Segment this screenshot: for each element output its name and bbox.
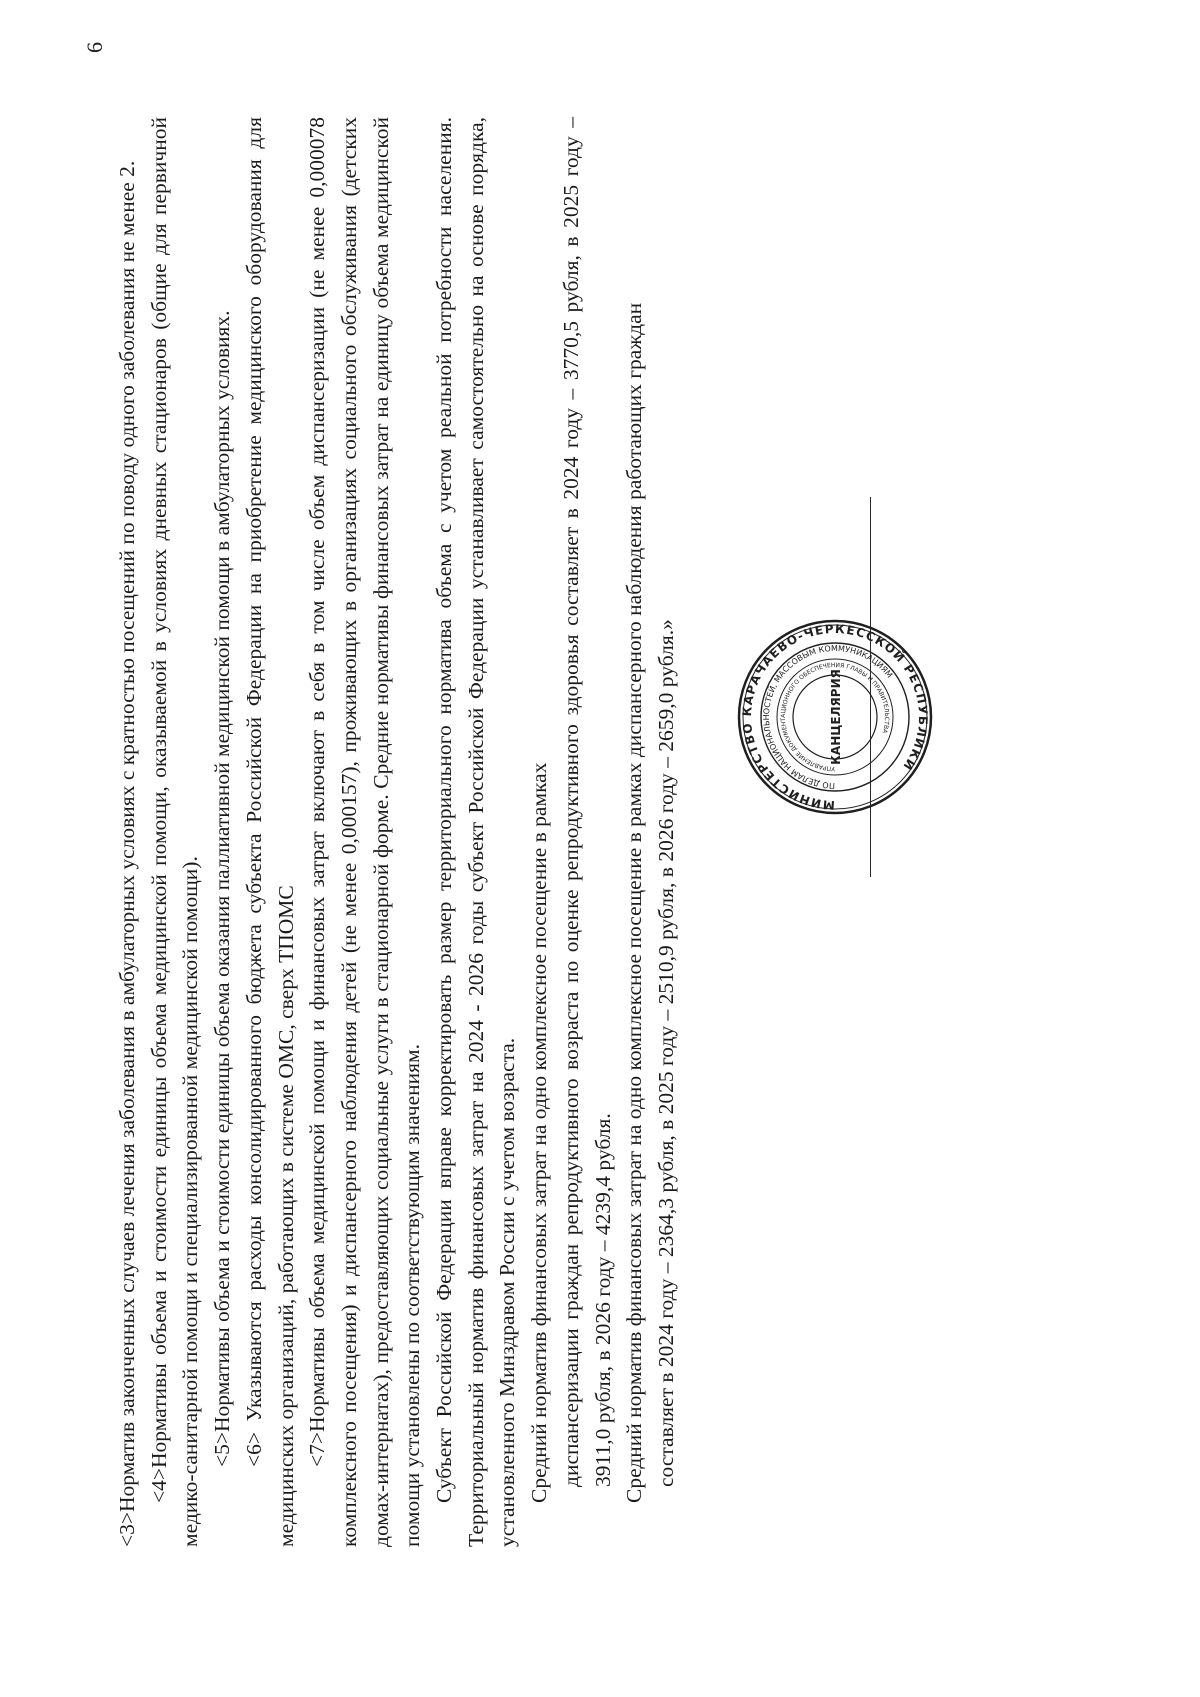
footnote-5: <5>Нормативы объема и стоимости единицы объема оказания паллиативной медицинской помощи в амбулаторных условиях. [210, 310, 235, 1467]
paragraph-avg-norm-1-values: диспансеризации граждан репродуктивного возраста по оценке репродуктивного здоровья составляет в 2024 году – 3770,5 рубля, в 2025 году – 3911,0 рубля, в 2026 году – 4239,4 рубля. [558, 117, 615, 1487]
page-number: 6 [82, 42, 107, 53]
seal-middle-text: ПО ДЕЛАМ НАЦИОНАЛЬНОСТЕЙ, МАССОВЫМ КОММУНИКАЦИЯМ [761, 643, 895, 791]
document-body [112, 117, 683, 1547]
paragraph-avg-norm-1-intro: Средний норматив финансовых затрат на одно комплексное посещение в рамках [527, 762, 552, 1503]
seal-outer-text: МИНИСТЕРСТВО КАРАЧАЕВО-ЧЕРКЕССКОЙ РЕСПУБЛИКИ [739, 621, 931, 813]
seal-inner-text: УПРАВЛЕНИЕ ДОКУМЕНТАЦИОННОГО ОБЕСПЕЧЕНИЯ ГЛАВЫ И ПРАВИТЕЛЬСТВА [779, 661, 891, 773]
paragraph-avg-norm-2-intro: Средний норматив финансовых затрат на одно комплексное посещение в рамках диспансерного наблюдения работающих граждан [622, 302, 647, 1503]
official-seal [735, 617, 935, 817]
paragraph-correction: Субъект Российской Федерации вправе корректировать размер территориального норматива объема с учетом реальной потребности населения. Территориальный норматив финансовых затрат на 2024 - 2026 годы субъект Российской Федерации устанавливает самостоятельно на основе порядка, установленного Минздравом России с учетом возраста. [432, 117, 520, 1547]
footnote-3: <3>Норматив законченных случаев лечения заболевания в амбулаторных условиях с кратностью посещений по поводу одного заболевания не менее 2. [115, 160, 139, 1547]
footnote-6: <6> Указываются расходы консолидированного бюджета субъекта Российской Федерации на приобретение медицинского оборудования для медицинских организаций, работающих в системе ОМС, сверх ТПОМС [241, 117, 298, 1547]
footnote-4: <4>Нормативы объема и стоимости единицы объема медицинской помощи, оказываемой в условиях дневных стационаров (общие для первичной медико-санитарной помощи и специализированной медицинской помощи). [146, 117, 203, 1547]
footnote-7: <7>Нормативы объема медицинской помощи и финансовых затрат включают в себя в том числе объем диспансеризации (не менее 0,000078 комплексного посещения) и диспансерного наблюдения детей (не менее 0,000157), проживающих в организациях социального обслуживания (детских домах-интернатах), предоставляющих социальные услуги в стационарной форме. Средние нормативы финансовых затрат на единицу объема медицинской помощи установлены по соответствующим значениям. [305, 117, 425, 1547]
paragraph-avg-norm-2-values: составляет в 2024 году – 2364,3 рубля, в 2025 году – 2510,9 рубля, в 2026 году – 2659,0 рубля.» [653, 619, 678, 1487]
seal-center-text: КАНЦЕЛЯРИЯ [829, 669, 843, 765]
